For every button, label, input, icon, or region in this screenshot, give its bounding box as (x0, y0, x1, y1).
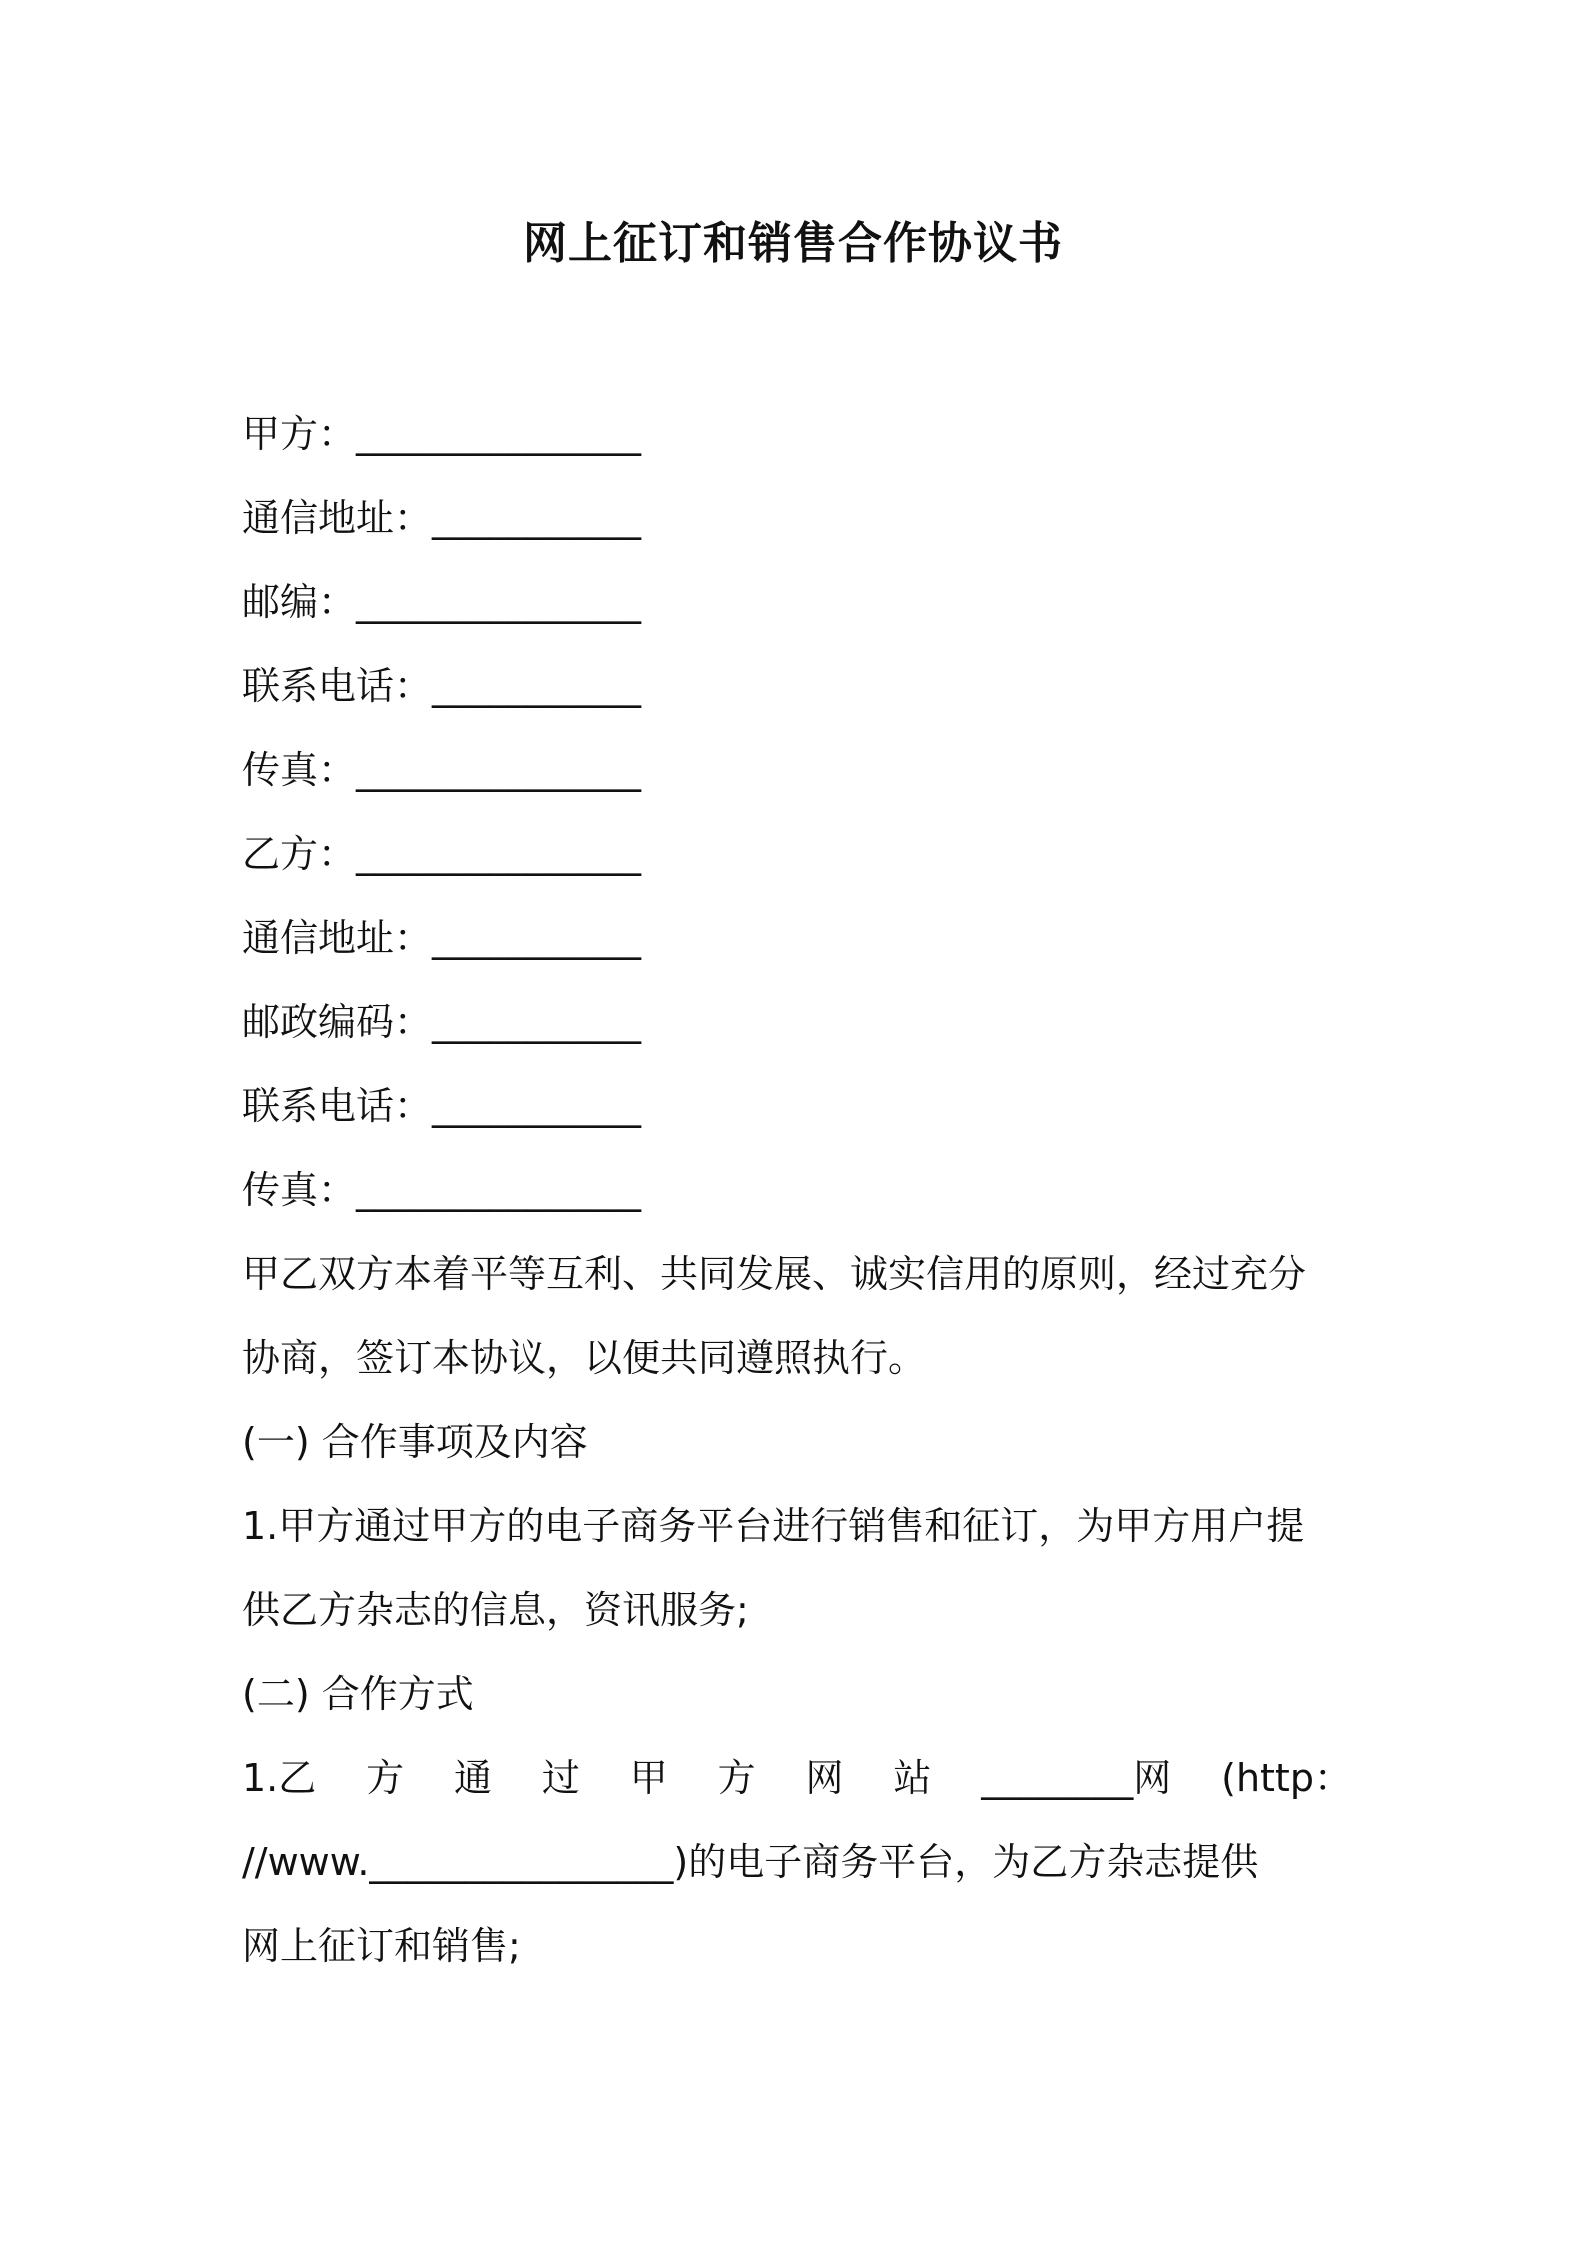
section-2-heading: (二) 合作方式 (242, 1672, 474, 1716)
justified-word: 过 (541, 1756, 580, 1800)
field-blank: ___________ (432, 1084, 642, 1128)
field-blank: _______________ (356, 580, 642, 624)
section-1-heading: (一) 合作事项及内容 (242, 1420, 588, 1464)
party-b-field (242, 824, 641, 884)
party-b-phone-field (242, 1076, 641, 1136)
party-a-field (242, 404, 641, 464)
party-a-phone-field (242, 656, 641, 716)
justified-word: ________网 (981, 1756, 1172, 1800)
field-blank: _______________ (356, 832, 642, 876)
justified-word: 站 (893, 1756, 932, 1800)
field-blank: ___________ (432, 1000, 642, 1044)
section-1-item-1-line-1: 1.甲方通过甲方的电子商务平台进行销售和征订，为甲方用户提 (242, 1504, 1305, 1548)
justified-word: 甲 (629, 1756, 668, 1800)
field-label: 联系电话： (242, 664, 433, 708)
field-blank: ___________ (432, 664, 642, 708)
justified-word: 方 (717, 1756, 756, 1800)
justified-word: 方 (366, 1756, 405, 1800)
field-label: 邮编： (242, 580, 357, 624)
document-title: 网上征订和销售合作协议书 (523, 218, 1063, 269)
field-label: 传真： (242, 1168, 357, 1212)
justified-word: 网 (805, 1756, 844, 1800)
party-b-postcode-field (242, 992, 641, 1052)
field-label: 邮政编码： (242, 1000, 433, 1044)
justified-word: (http： (1221, 1756, 1352, 1800)
party-b-fax-field (242, 1160, 641, 1220)
field-label: 乙方： (242, 832, 357, 876)
field-blank: _______________ (356, 748, 642, 792)
field-blank: _______________ (356, 1168, 642, 1212)
party-b-address-field (242, 908, 641, 968)
field-blank: ___________ (432, 916, 642, 960)
justified-word: 1.乙 (242, 1756, 317, 1800)
party-a-postcode-field (242, 572, 641, 632)
field-label: 联系电话： (242, 1084, 433, 1128)
preamble-line-1: 甲乙双方本着平等互利、共同发展、诚实信用的原则，经过充分 (242, 1252, 1307, 1296)
field-blank: _______________ (356, 412, 642, 456)
party-a-address-field (242, 488, 641, 548)
section-2-item-1-line-2: //www.________________)的电子商务平台，为乙方杂志提供 (242, 1840, 1259, 1884)
field-blank: ___________ (432, 496, 642, 540)
section-2-item-1-line-3: 网上征订和销售; (242, 1924, 521, 1968)
field-label: 通信地址： (242, 496, 433, 540)
field-label: 甲方： (242, 412, 357, 456)
section-1-item-1-line-2: 供乙方杂志的信息，资讯服务; (242, 1588, 749, 1632)
party-a-fax-field (242, 740, 641, 800)
justified-word: 通 (454, 1756, 493, 1800)
field-label: 传真： (242, 748, 357, 792)
preamble-line-2: 协商，签订本协议，以便共同遵照执行。 (242, 1336, 927, 1380)
field-label: 通信地址： (242, 916, 433, 960)
section-2-item-1-line-1 (242, 1748, 1352, 1808)
